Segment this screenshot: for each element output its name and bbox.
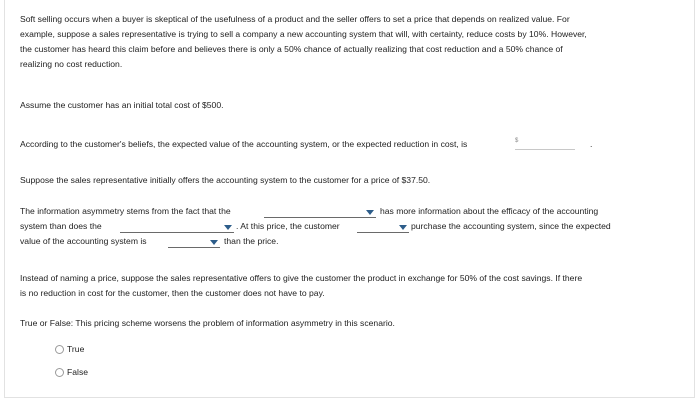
instead-line: is no reduction in cost for the customer, then the customer does not have to pay. [20, 288, 325, 298]
less-informed-party-dropdown[interactable] [120, 222, 234, 233]
false-label[interactable]: False [67, 367, 89, 377]
period-text: . [590, 139, 593, 149]
asymmetry-text-5: purchase the accounting system, since the expected [411, 221, 611, 231]
instead-line: Instead of naming a price, suppose the sales representative offers to give the customer the product in exchange for 50% of the cost savings. If there [20, 273, 583, 283]
true-label[interactable]: True [67, 344, 85, 354]
true-radio[interactable] [55, 345, 64, 354]
expected-value-input[interactable] [515, 137, 575, 150]
offer-text: Suppose the sales representative initially offers the accounting system to the customer for a price of $37.50. [20, 175, 431, 185]
expected-value-text: According to the customer's beliefs, the expected value of the accounting system, or the expected reduction in cost, is [20, 139, 468, 149]
asymmetry-text-3: system than does the [20, 221, 102, 231]
intro-paragraph [20, 12, 587, 72]
comparison-dropdown[interactable] [168, 237, 220, 248]
intro-line: example, suppose a sales representative is trying to sell a company a new accounting system that will, with certainty, reduce costs by 10%. However, [20, 29, 587, 39]
asymmetry-text-1: The information asymmetry stems from the fact that the [20, 206, 231, 216]
expected-value-question [20, 137, 467, 152]
asymmetry-text-4: . At this price, the customer [236, 221, 340, 231]
chevron-down-icon [399, 225, 407, 230]
instead-paragraph [20, 271, 582, 301]
intro-line: realizing no cost reduction. [20, 59, 123, 69]
chevron-down-icon [224, 225, 232, 230]
asymmetry-text-7: than the price. [224, 236, 279, 246]
false-radio[interactable] [55, 368, 64, 377]
purchase-decision-dropdown[interactable] [357, 222, 409, 233]
intro-line: Soft selling occurs when a buyer is skeptical of the usefulness of a product and the seller offers to set a price that depends on realized value. For [20, 14, 570, 24]
dollar-prefix: $ [515, 138, 519, 144]
asymmetry-text-6: value of the accounting system is [20, 236, 147, 246]
tf-question: True or False: This pricing scheme worsens the problem of information asymmetry in this scenario. [20, 318, 395, 328]
chevron-down-icon [210, 240, 218, 245]
informed-party-dropdown[interactable] [264, 207, 376, 218]
intro-line: the customer has heard this claim before and believes there is only a 50% chance of actually realizing that cost reduction and a 50% chance of [20, 44, 563, 54]
asymmetry-text-2: has more information about the efficacy of the accounting [380, 206, 599, 216]
chevron-down-icon [366, 210, 374, 215]
assume-text: Assume the customer has an initial total cost of $500. [20, 100, 224, 110]
